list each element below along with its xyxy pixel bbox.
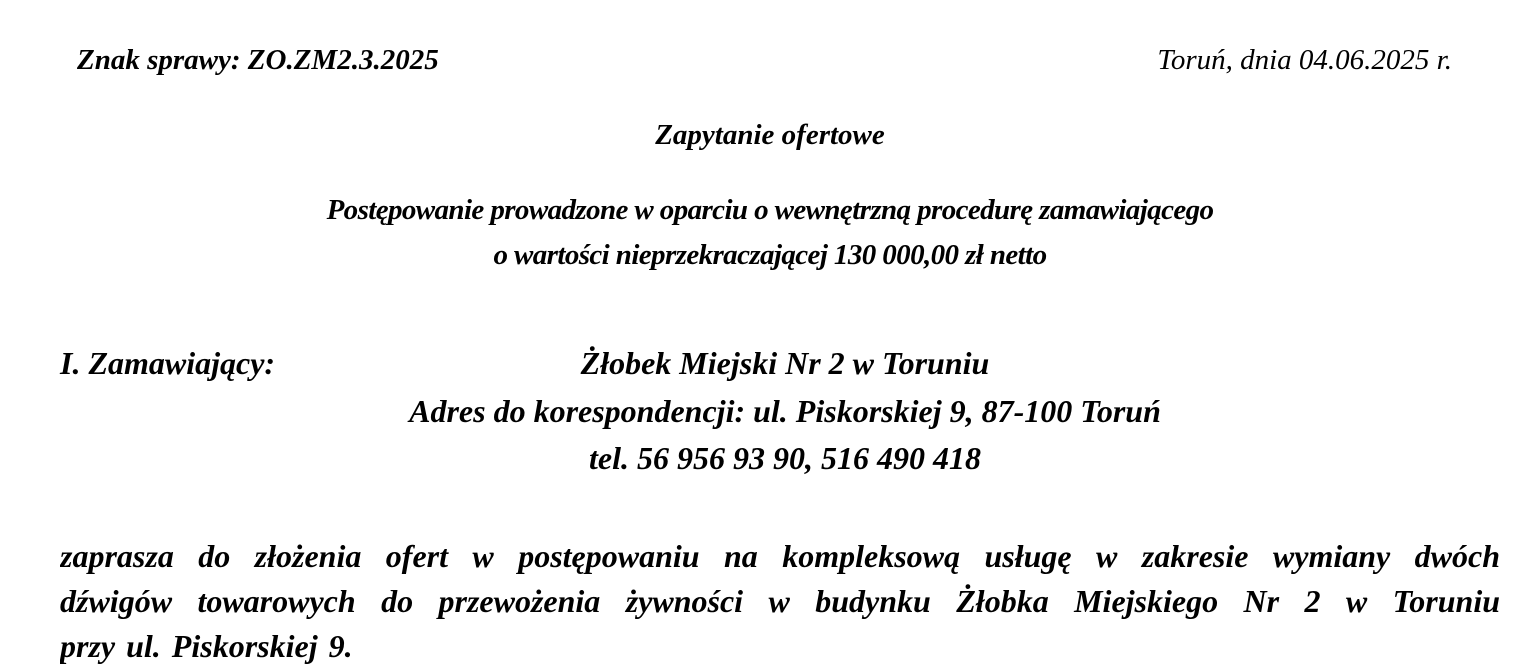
procedure-subtitle-line-2: o wartości nieprzekraczającej 130 000,00 zł netto bbox=[493, 239, 1047, 271]
ordering-party-label: I. Zamawiający: bbox=[60, 345, 276, 381]
ordering-party-name: Żłobek Miejski Nr 2 w Toruniu bbox=[580, 345, 990, 381]
case-number: Znak sprawy: ZO.ZM2.3.2025 bbox=[77, 44, 439, 76]
ordering-party-phone: tel. 56 956 93 90, 516 490 418 bbox=[589, 440, 981, 476]
invitation-line: zaprasza do złożenia ofert w postępowaniu na kompleksową usługę w zakresie wymiany dwóch bbox=[60, 538, 1500, 574]
place-date: Toruń, dnia 04.06.2025 r. bbox=[1157, 44, 1452, 76]
invitation-line: dźwigów towarowych do przewożenia żywności w budynku Żłobka Miejskiego Nr 2 w Toruniu bbox=[60, 583, 1500, 619]
invitation-line: przy ul. Piskorskiej 9. bbox=[60, 628, 353, 664]
ordering-party-address: Adres do korespondencji: ul. Piskorskiej 9, 87-100 Toruń bbox=[409, 393, 1161, 429]
document-title: Zapytanie ofertowe bbox=[655, 119, 885, 151]
procedure-subtitle-line-1: Postępowanie prowadzone w oparciu o wewnętrzną procedurę zamawiającego bbox=[326, 194, 1214, 226]
invitation-paragraph bbox=[60, 534, 1500, 669]
